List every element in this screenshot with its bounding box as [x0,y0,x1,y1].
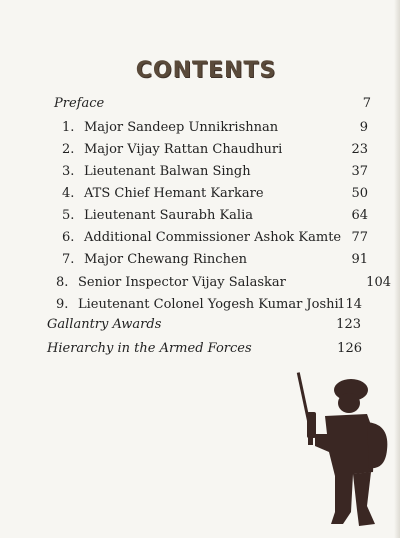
toc-entry-label: Hierarchy in the Armed Forces [47,341,252,356]
toc-entry-label: Lieutenant Saurabh Kalia [84,208,253,223]
toc-entry-number: 1. [62,120,75,135]
toc-entry-label: ATS Chief Hemant Karkare [84,186,264,201]
toc-entry-number: 2. [62,142,75,157]
toc-entry-page: 104 [366,275,391,290]
toc-entry-page: 123 [336,317,361,332]
toc-entry-label: Major Vijay Rattan Chaudhuri [84,142,283,157]
toc-entry-page: 77 [351,230,368,245]
toc-entry-label: Major Chewang Rinchen [84,252,248,267]
toc-entry-chapter[interactable] [0,206,400,226]
soldier-silhouette-icon [295,372,390,532]
toc-entry-label: Preface [54,96,105,111]
toc-entry-chapter[interactable] [0,250,400,270]
toc-entry-number: 5. [62,208,75,223]
toc-entry-chapter[interactable] [0,184,400,204]
toc-entry-gallantry-awards[interactable] [0,315,400,335]
toc-entry-number: 8. [56,275,69,290]
toc-entry-page: 91 [351,252,368,267]
toc-entry-label: Senior Inspector Vijay Salaskar [78,275,286,290]
toc-entry-number: 4. [62,186,75,201]
toc-entry-label: Gallantry Awards [47,317,162,332]
toc-entry-label: Major Sandeep Unnikrishnan [84,120,279,135]
toc-entry-label: Additional Commissioner Ashok Kamte [84,230,342,245]
toc-entry-hierarchy[interactable] [0,339,400,359]
toc-entry-chapter[interactable] [0,118,400,138]
toc-entry-page: 64 [351,208,368,223]
toc-entry-page: 23 [351,142,368,157]
toc-entry-number: 3. [62,164,75,179]
toc-entry-page: 50 [351,186,368,201]
toc-entry-preface[interactable] [0,94,400,114]
toc-entry-chapter[interactable] [0,228,400,248]
toc-entry-chapter[interactable] [0,273,400,293]
toc-entry-number: 6. [62,230,75,245]
toc-entry-page: 9 [359,120,368,135]
toc-entry-chapter[interactable] [0,162,400,182]
toc-entry-chapter[interactable] [0,295,400,315]
toc-entry-number: 7. [62,252,75,267]
toc-entry-page: 37 [351,164,368,179]
toc-entry-page: 126 [337,341,362,356]
toc-entry-label: Lieutenant Balwan Singh [84,164,251,179]
toc-entry-page: 114 [337,297,362,312]
toc-entry-number: 9. [56,297,69,312]
toc-entry-label: Lieutenant Colonel Yogesh Kumar Joshi [78,297,339,312]
toc-entry-page: 7 [362,96,371,111]
toc-entry-chapter[interactable] [0,140,400,160]
page-title: CONTENTS [135,58,277,83]
